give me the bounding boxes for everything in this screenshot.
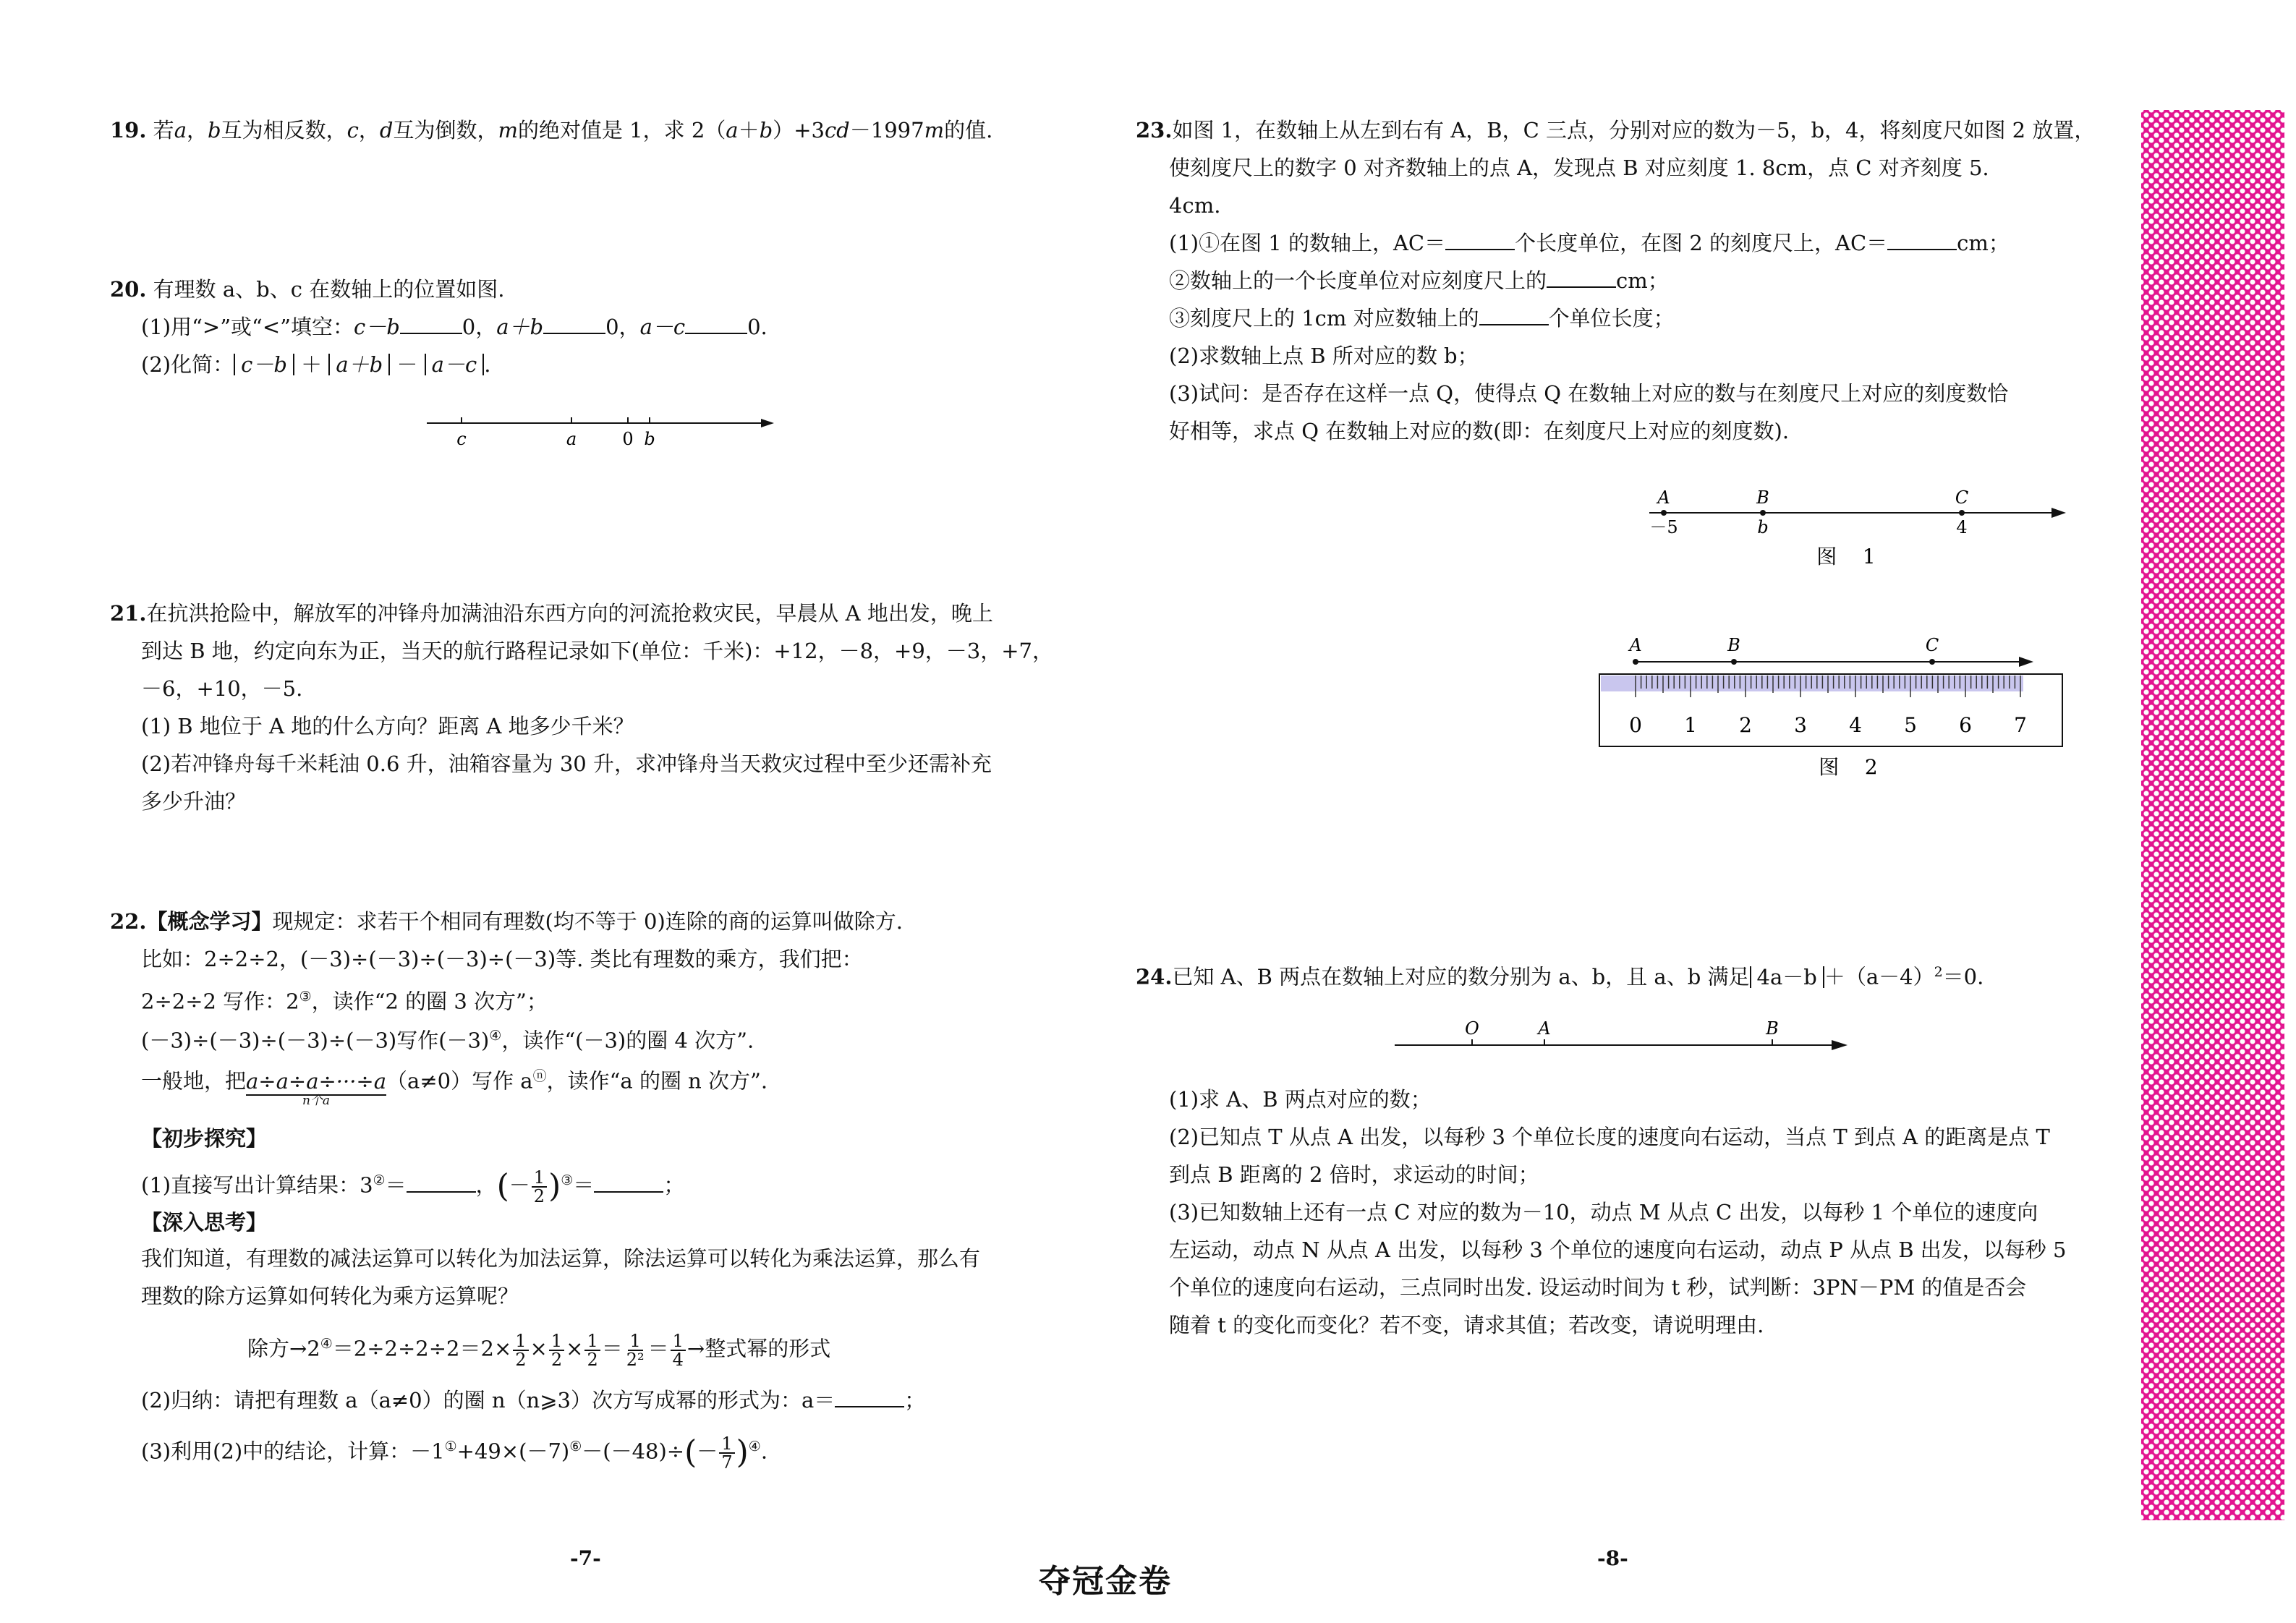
q21-line-2: 到达 B 地，约定向东为正，当天的航行路程记录如下(单位：千米)：+12，－8，+9，－3，+7， bbox=[141, 639, 1053, 663]
q23-sub-1: (1)①在图 1 的数轴上，AC＝ 个长度单位，在图 2 的刻度尺上，AC＝ cm； bbox=[1169, 231, 2010, 255]
axis-label-a: a bbox=[566, 429, 577, 449]
point-label-C: C bbox=[1955, 487, 1969, 508]
decorative-band bbox=[2141, 110, 2284, 1520]
axis-label-A: A bbox=[1538, 1018, 1551, 1039]
point-value-A: －5 bbox=[1649, 517, 1678, 537]
q21-line-6: 多少升油？ bbox=[141, 789, 247, 814]
q24-line-3: (2)已知点 T 从点 A 出发，以每秒 3 个单位长度的速度向右运动，当点 T 到点 A 的距离是点 T bbox=[1169, 1125, 2050, 1149]
q23-figure-2 bbox=[1595, 629, 2072, 785]
ruler-label-3: 3 bbox=[1794, 713, 1807, 737]
axis-label-c: c bbox=[456, 429, 467, 449]
fraction: $\frac{1}{2}$ bbox=[513, 1332, 528, 1368]
fraction: $\frac{1}{\text{2²}}$ bbox=[626, 1330, 645, 1370]
q22-line-5: 一般地，把a÷a÷a÷···÷a n个a （a≠0）写作 aⓝ，读作“a 的圈 n 次方”. bbox=[141, 1068, 768, 1108]
figure-caption: 图 2 bbox=[1819, 755, 1878, 779]
q20-stem: 20. 有理数 a、b、c 在数轴上的位置如图. bbox=[110, 277, 505, 302]
q21-number: 21. bbox=[110, 601, 147, 626]
section-tag: 【深入思考】 bbox=[141, 1210, 268, 1235]
q24-line-5: (3)已知数轴上还有一点 C 对应的数为－10，动点 M 从点 C 出发，以每秒 1 个单位的速度向 bbox=[1169, 1200, 2038, 1224]
q23-line-1: 23.如图 1，在数轴上从左到右有 A，B，C 三点，分别对应的数为－5，b，4，将刻度尺如图 2 放置， bbox=[1136, 118, 2096, 142]
q22-line-10: (2)归纳：请把有理数 a（a≠0）的圈 n（n⩾3）次方写成幂的形式为：a＝ ； bbox=[141, 1388, 926, 1413]
q20-number-line bbox=[420, 401, 781, 452]
point-label-C: C bbox=[1925, 635, 1939, 655]
point-value-B: b bbox=[1757, 517, 1769, 537]
answer-blank[interactable] bbox=[407, 1174, 476, 1193]
q22-number: 22. bbox=[110, 909, 147, 934]
q22-line-8: 理数的除方运算如何转化为乘方运算呢？ bbox=[141, 1284, 519, 1308]
q23-number: 23. bbox=[1136, 118, 1173, 142]
fraction: $\frac{1}{2}$ bbox=[532, 1169, 547, 1205]
ruler-label-1: 1 bbox=[1684, 713, 1697, 737]
q23-line-3: 4cm. bbox=[1169, 193, 1221, 218]
q24-line-7: 个单位的速度向右运动，三点同时出发. 设运动时间为 t 秒，试判断：3PN－PM 的值是否会 bbox=[1169, 1275, 2027, 1300]
axis-label-b: b bbox=[644, 429, 655, 449]
q23-sub-3: ③刻度尺上的 1cm 对应数轴上的 个单位长度； bbox=[1169, 306, 1675, 331]
answer-blank[interactable] bbox=[1445, 231, 1515, 250]
q22-line-11: (3)利用(2)中的结论，计算：－1①+49×(－7)⑥－(－48)÷(－ $\frac{1}{7}$ )④. bbox=[141, 1433, 768, 1473]
fraction: $\frac{1}{4}$ bbox=[671, 1332, 686, 1368]
answer-blank[interactable] bbox=[1887, 231, 1957, 250]
axis-label-B: B bbox=[1766, 1018, 1779, 1039]
ruler-label-4: 4 bbox=[1849, 713, 1862, 737]
point-label-A: A bbox=[1657, 487, 1670, 508]
q21-line-5: (2)若冲锋舟每千米耗油 0.6 升，油箱容量为 30 升，求冲锋舟当天救灾过程中至少还需补充 bbox=[141, 751, 992, 776]
ruler-label-7: 7 bbox=[2014, 713, 2027, 737]
page-number-right: -8- bbox=[1597, 1546, 1628, 1570]
q21-line-3: －6，+10，－5. bbox=[141, 676, 303, 701]
q24-line-6: 左运动，动点 N 从点 A 出发，以每秒 3 个单位的速度向右运动，动点 P 从点 B 出发，以每秒 5 bbox=[1169, 1238, 2067, 1262]
answer-blank[interactable] bbox=[1479, 307, 1549, 325]
q22-line-9: 除方→2④＝2÷2÷2÷2＝2× $\frac{1}{2}$ × $\frac{1}{2}$ × $\frac{1}{2}$ ＝ $\frac{1}{\text{2²}}$ ＝ $\frac{1}{4}$ →整式幂的形式 bbox=[247, 1330, 831, 1370]
q23-sub-4: (2)求数轴上点 B 所对应的数 b； bbox=[1169, 344, 1479, 368]
q22-line-4: (－3)÷(－3)÷(－3)÷(－3)写作(－3)④，读作“(－3)的圈 4 次方”. bbox=[141, 1028, 754, 1053]
page-number-left: -7- bbox=[570, 1546, 601, 1570]
q24-line-8: 随着 t 的变化而变化？若不变，请求其值；若改变，请说明理由. bbox=[1169, 1313, 1764, 1337]
q23-sub-6: 好相等，求点 Q 在数轴上对应的数(即：在刻度尺上对应的刻度数). bbox=[1169, 419, 1790, 443]
answer-blank[interactable] bbox=[400, 315, 462, 334]
q19-number: 19. bbox=[110, 118, 147, 142]
ruler-label-0: 0 bbox=[1629, 713, 1642, 737]
footer-brand: 夺冠金卷 bbox=[1039, 1563, 1172, 1600]
fraction: $\frac{1}{2}$ bbox=[549, 1332, 564, 1368]
ruler-label-5: 5 bbox=[1904, 713, 1917, 737]
point-label-A: A bbox=[1629, 635, 1642, 655]
q23-line-2: 使刻度尺上的数字 0 对齐数轴上的点 A，发现点 B 对应刻度 1. 8cm，点 C 对齐刻度 5. bbox=[1169, 156, 1989, 180]
q24-line-2: (1)求 A、B 两点对应的数； bbox=[1169, 1087, 1432, 1112]
axis-label-O: O bbox=[1465, 1018, 1479, 1039]
answer-blank[interactable] bbox=[543, 315, 605, 334]
q22-line-3: 2÷2÷2 写作：2③，读作“2 的圈 3 次方”； bbox=[141, 989, 548, 1014]
q23-sub-5: (3)试问：是否存在这样一点 Q，使得点 Q 在数轴上对应的数与在刻度尺上对应的刻度数恰 bbox=[1169, 381, 2009, 406]
ruler-label-2: 2 bbox=[1739, 713, 1752, 737]
q24-line-4: 到点 B 距离的 2 倍时，求运动的时间； bbox=[1169, 1162, 1539, 1187]
q24-number-line bbox=[1389, 1016, 1866, 1060]
point-label-B: B bbox=[1756, 487, 1769, 508]
q20-part2: (2)化简： c－b ＋ a＋b － a－c . bbox=[141, 352, 491, 377]
q20-number: 20. bbox=[110, 277, 147, 302]
answer-blank[interactable] bbox=[685, 315, 747, 334]
answer-blank[interactable] bbox=[594, 1174, 663, 1193]
fraction: $\frac{1}{7}$ bbox=[719, 1435, 734, 1471]
answer-blank[interactable] bbox=[1547, 269, 1616, 288]
section-tag: 【初步探究】 bbox=[141, 1126, 268, 1151]
q22-line-6: (1)直接写出计算结果：3②＝ ，(－ $\frac{1}{2}$ )③＝ ； bbox=[141, 1167, 685, 1206]
figure-caption: 图 1 bbox=[1816, 545, 1876, 568]
section-tag: 【概念学习】 bbox=[146, 909, 273, 934]
answer-blank[interactable] bbox=[835, 1389, 904, 1407]
q20-part1: (1)用“>”或“<”填空：c－b 0，a＋b 0，a－c 0. bbox=[141, 315, 768, 339]
q22-line-1: 22.【概念学习】现规定：求若干个相同有理数(均不等于 0)连除的商的运算叫做除方. bbox=[110, 909, 903, 934]
q23-sub-2: ②数轴上的一个长度单位对应刻度尺上的 cm； bbox=[1169, 268, 1669, 293]
q22-line-7: 我们知道，有理数的减法运算可以转化为加法运算，除法运算可以转化为乘法运算，那么有 bbox=[141, 1246, 981, 1271]
q24-number: 24. bbox=[1136, 964, 1173, 989]
fraction: $\frac{1}{2}$ bbox=[584, 1332, 600, 1368]
q24-line-1: 24.已知 A、B 两点在数轴上对应的数分别为 a、b，且 a、b 满足 $4a-b +(a-4)^2=0$. bbox=[1136, 964, 1984, 989]
axis-label-0: 0 bbox=[622, 429, 634, 449]
q23-figure-1 bbox=[1649, 481, 2083, 575]
q21-line-4: (1) B 地位于 A 地的什么方向？距离 A 地多少千米？ bbox=[141, 714, 634, 738]
point-label-B: B bbox=[1727, 635, 1740, 655]
q21-line-1: 21.在抗洪抢险中，解放军的冲锋舟加满油沿东西方向的河流抢救灾民，早晨从 A 地出发，晚上 bbox=[110, 601, 993, 626]
q22-line-2: 比如：2÷2÷2，(－3)÷(－3)÷(－3)÷(－3)等. 类比有理数的乘方，我们把： bbox=[141, 947, 863, 971]
point-value-C: 4 bbox=[1956, 517, 1968, 537]
ruler-label-6: 6 bbox=[1959, 713, 1972, 737]
q19-text: 19. 若a，b互为相反数，c，d互为倒数，m的绝对值是 1，求 2（a＋b）+3cd－1997m的值. bbox=[110, 118, 993, 142]
underbrace-expression: a÷a÷a÷···÷a n个a bbox=[246, 1068, 387, 1108]
